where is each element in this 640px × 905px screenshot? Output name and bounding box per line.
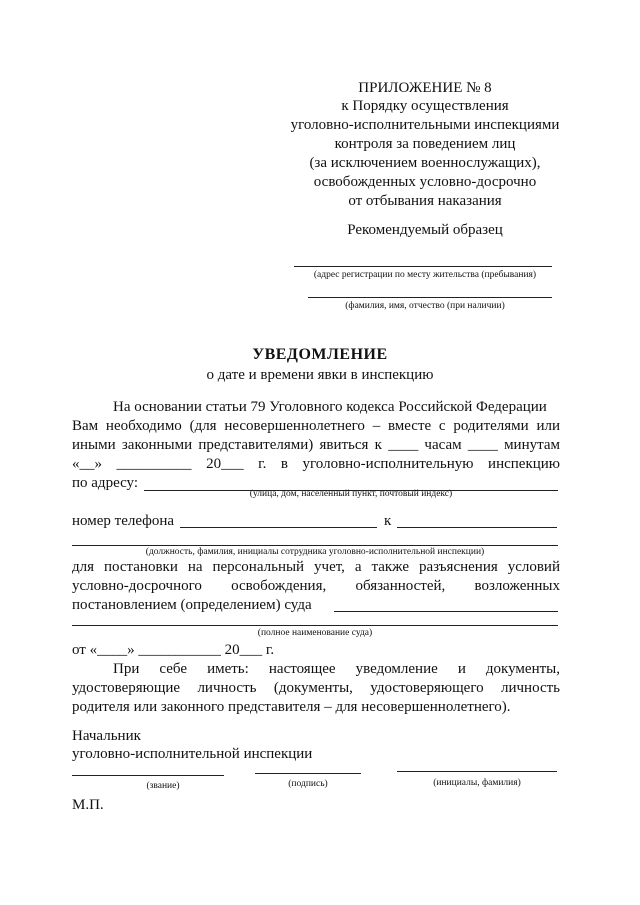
recommended-sample: Рекомендуемый образец [347, 222, 503, 238]
p1-line-4: «__» __________ 20___ г. в уголовно-исполнительную инспекцию [72, 456, 560, 472]
document-title: УВЕДОМЛЕНИЕ [252, 346, 388, 363]
p3-line-3: родителя или законного представителя – для несовершеннолетнего). [72, 699, 511, 715]
p2-line-1: для постановки на персональный учет, а также разъяснения условий [72, 559, 560, 575]
address-label: по адресу: [72, 475, 139, 491]
signatory-role-1: Начальник [72, 728, 141, 744]
p3-line-2: удостоверяющие личность (документы, удостоверяющего личность [72, 680, 560, 696]
p1-line-1: На основании статьи 79 Уголовного кодекса Российской Федерации [113, 399, 547, 415]
court-line [72, 625, 558, 626]
header-line-5: освобожденных условно-досрочно [313, 174, 537, 190]
name-caption: (фамилия, имя, отчество (при наличии) [345, 301, 505, 311]
initials-line [397, 771, 557, 772]
name-line [308, 297, 552, 298]
rank-line [72, 775, 224, 776]
signatory-role-2: уголовно-исполнительной инспекции [72, 746, 313, 762]
p3-line-1: При себе иметь: настоящее уведомление и документы, [113, 661, 560, 677]
phone-line [180, 527, 377, 528]
p2-line-2: условно-досрочного освобождения, обязанностей, возложенных [72, 578, 560, 594]
appendix-number: ПРИЛОЖЕНИЕ № 8 [358, 80, 492, 96]
document-subtitle: о дате и времени явки в инспекцию [206, 367, 434, 383]
signature-line [255, 773, 361, 774]
officer-caption: (должность, фамилия, инициалы сотрудника уголовно-исполнительной инспекции) [145, 547, 485, 557]
address-line [294, 266, 552, 267]
phone-to-label: к [384, 513, 392, 529]
stamp-label: М.П. [72, 797, 104, 813]
officer-line [72, 545, 558, 546]
header-line-6: от отбывания наказания [348, 193, 502, 209]
header-line-1: к Порядку осуществления [341, 98, 509, 114]
header-line-2: уголовно-исполнительными инспекциями [290, 117, 560, 133]
header-line-3: контроля за поведением лиц [334, 136, 516, 152]
phone-label: номер телефона [72, 513, 175, 529]
header-line-4: (за исключением военнослужащих), [309, 155, 541, 171]
p1-line-2: Вам необходимо (для несовершеннолетнего – вместе с родителями или [72, 418, 560, 434]
signature-caption: (подпись) [288, 779, 328, 789]
address-caption: (адрес регистрации по месту жительства (пребывания) [313, 270, 537, 280]
inspection-address-caption: (улица, дом, населенный пункт, почтовый индекс) [249, 489, 453, 499]
p2-line-3: постановлением (определением) суда [72, 597, 312, 613]
phone-to-line [397, 527, 557, 528]
court-caption: (полное наименование суда) [257, 628, 373, 638]
rank-caption: (звание) [146, 781, 180, 791]
p1-line-3: иными законными представителями) явиться к ____ часам ____ минутам [72, 437, 560, 453]
date-line: от «____» ___________ 20___ г. [72, 642, 275, 658]
initials-caption: (инициалы, фамилия) [433, 778, 521, 788]
court-inline-line [334, 611, 558, 612]
